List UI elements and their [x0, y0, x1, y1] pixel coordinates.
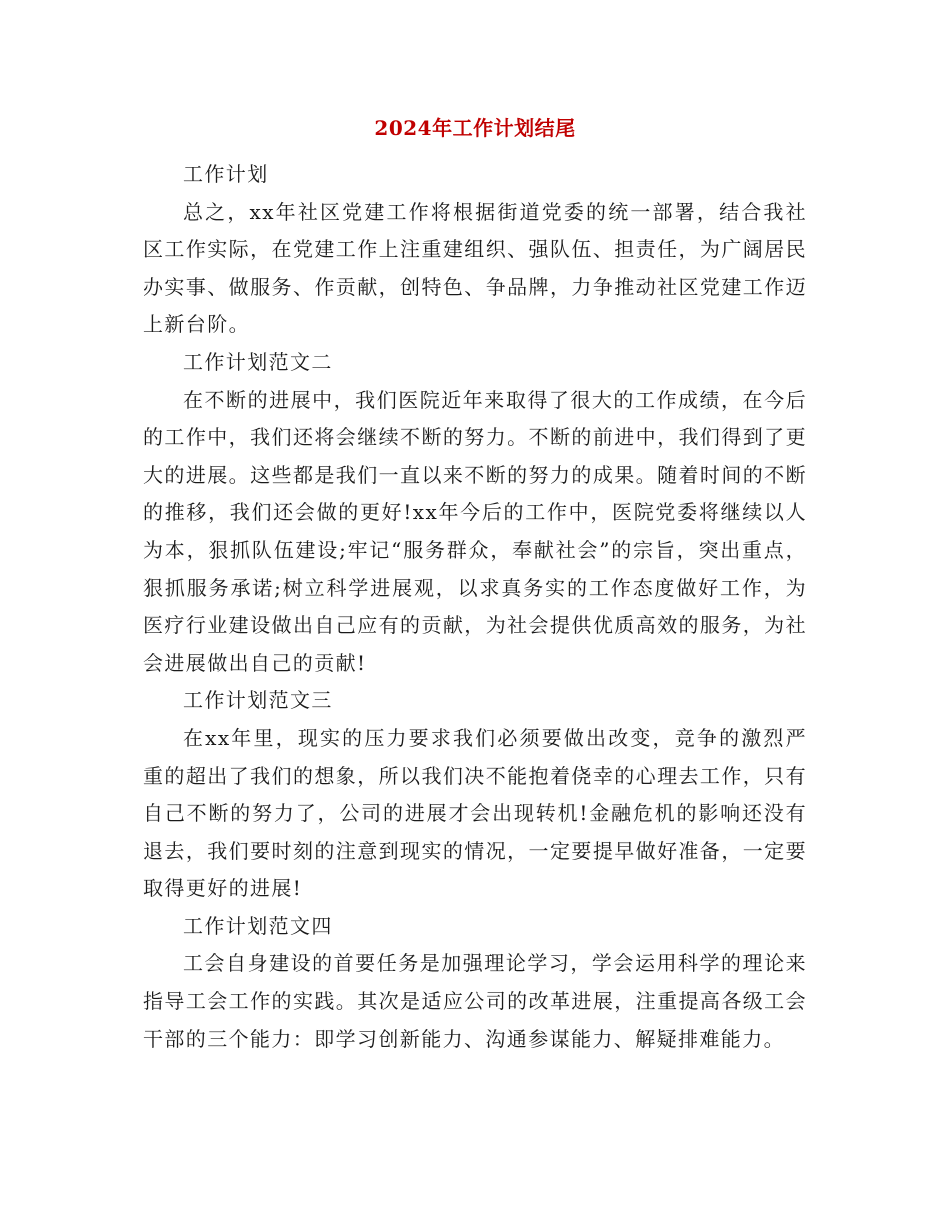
section-paragraph: 在xx年里，现实的压力要求我们必须要做出改变，竞争的激烈严重的超出了我们的想象，所以我们决不能抱着侥幸的心理去工作，只有自己不断的努力了，公司的进展才会出现转机!金融危机的影响还没有退去，我们要时刻的注意到现实的情况，一定要提早做好准备，一定要取得更好的进展! — [143, 725, 807, 901]
section-heading: 工作计划范文三 — [183, 688, 333, 713]
document-body — [143, 156, 807, 1058]
section-paragraph: 工会自身建设的首要任务是加强理论学习，学会运用科学的理论来指导工会工作的实践。其次是适应公司的改革进展，注重提高各级工会干部的三个能力：即学习创新能力、沟通参谋能力、解疑排难能力。 — [143, 951, 807, 1051]
section-heading: 工作计划范文四 — [183, 913, 333, 938]
document-title: 2024年工作计划结尾 — [374, 116, 576, 140]
section-paragraph: 在不断的进展中，我们医院近年来取得了很大的工作成绩，在今后的工作中，我们还将会继续不断的努力。不断的前进中，我们得到了更大的进展。这些都是我们一直以来不断的努力的成果。随着时间的不断的推移，我们还会做的更好!xx年今后的工作中，医院党委将继续以人为本，狠抓队伍建设;牢记“服务群众，奉献社会”的宗旨，突出重点，狠抓服务承诺;树立科学进展观，以求真务实的工作态度做好工作，为医疗行业建设做出自己应有的贡献，为社会提供优质高效的服务，为社会进展做出自己的贡献! — [143, 387, 807, 675]
section-heading: 工作计划范文二 — [183, 349, 333, 374]
section-heading: 工作计划 — [183, 162, 269, 186]
section-paragraph: 总之，xx年社区党建工作将根据街道党委的统一部署，结合我社区工作实际，在党建工作上注重建组织、强队伍、担责任，为广阔居民办实事、做服务、作贡献，创特色、争品牌，力争推动社区党建工作迈上新台阶。 — [143, 199, 807, 337]
